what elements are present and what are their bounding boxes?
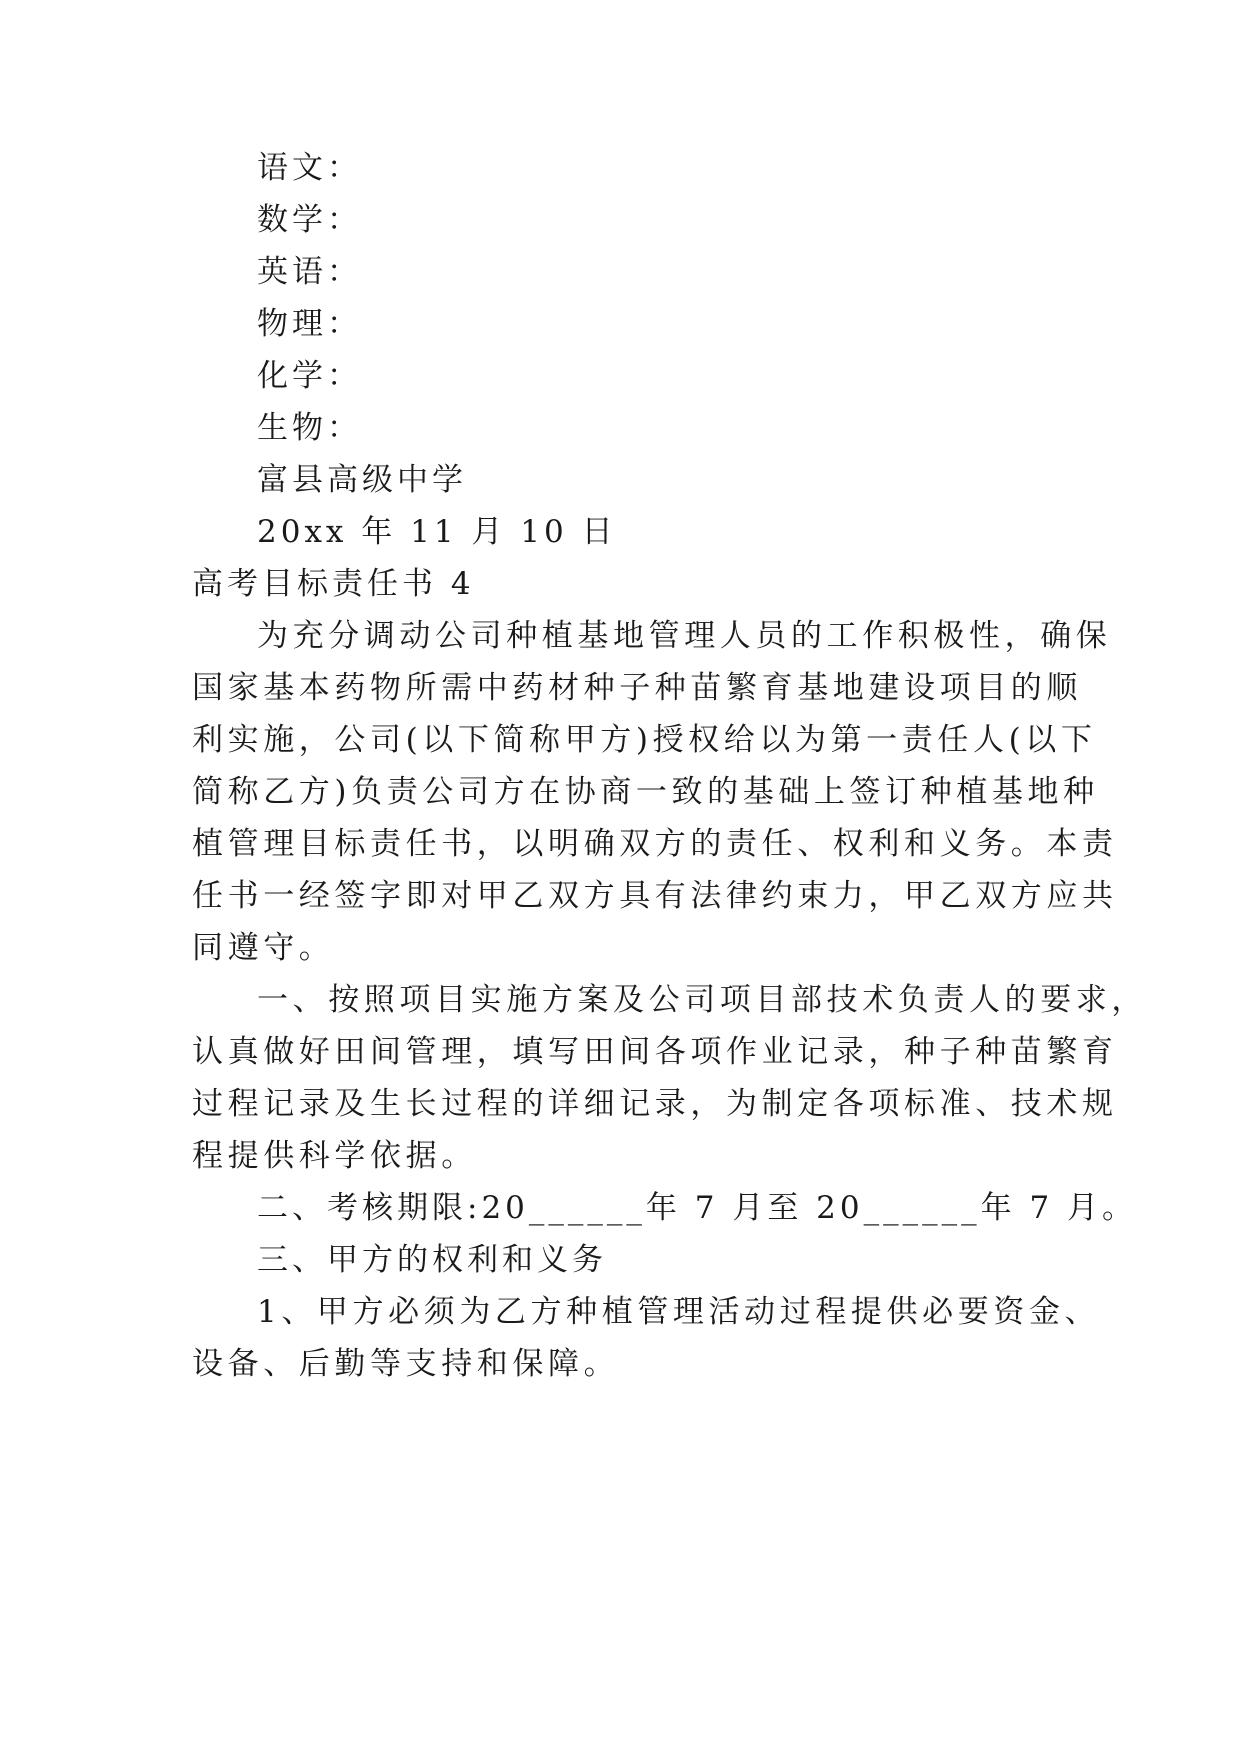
subject-physics: 物理： bbox=[257, 306, 362, 342]
subject-biology: 生物： bbox=[257, 410, 362, 446]
paragraph-line: 一、按照项目实施方案及公司项目部技术负责人的要求， bbox=[257, 982, 1147, 1018]
subject-english: 英语： bbox=[257, 254, 362, 290]
paragraph-line: 程提供科学依据。 bbox=[192, 1138, 477, 1174]
paragraph-line: 简称乙方)负责公司方在协商一致的基础上签订种植基地种 bbox=[192, 774, 1099, 810]
paragraph-line: 任书一经签字即对甲乙双方具有法律约束力，甲乙双方应共 bbox=[192, 878, 1118, 914]
school-name: 富县高级中学 bbox=[257, 462, 467, 498]
paragraph-line: 过程记录及生长过程的详细记录，为制定各项标准、技术规 bbox=[192, 1086, 1118, 1122]
paragraph-line: 植管理目标责任书，以明确双方的责任、权利和义务。本责 bbox=[192, 826, 1118, 862]
paragraph-line: 1、甲方必须为乙方种植管理活动过程提供必要资金、 bbox=[257, 1294, 1101, 1330]
subject-chinese: 语文： bbox=[257, 150, 362, 186]
subject-chemistry: 化学： bbox=[257, 358, 362, 394]
paragraph-line: 设备、后勤等支持和保障。 bbox=[192, 1346, 620, 1382]
paragraph-line: 同遵守。 bbox=[192, 930, 335, 966]
section-title: 高考目标责任书 4 bbox=[192, 566, 475, 602]
paragraph-line: 利实施，公司(以下简称甲方)授权给以为第一责任人(以下 bbox=[192, 722, 1097, 758]
paragraph-line: 国家基本药物所需中药材种子种苗繁育基地建设项目的顺 bbox=[192, 670, 1082, 706]
clause-3-heading: 三、甲方的权利和义务 bbox=[257, 1242, 607, 1278]
paragraph-line: 为充分调动公司种植基地管理人员的工作积极性，确保 bbox=[257, 618, 1112, 654]
paragraph-line: 认真做好田间管理，填写田间各项作业记录，种子种苗繁育 bbox=[192, 1034, 1118, 1070]
subject-math: 数学： bbox=[257, 202, 362, 238]
document-date: 20xx 年 11 月 10 日 bbox=[257, 514, 617, 550]
clause-2-assessment-period: 二、考核期限:20______年 7 月至 20______年 7 月。 bbox=[257, 1190, 1138, 1226]
